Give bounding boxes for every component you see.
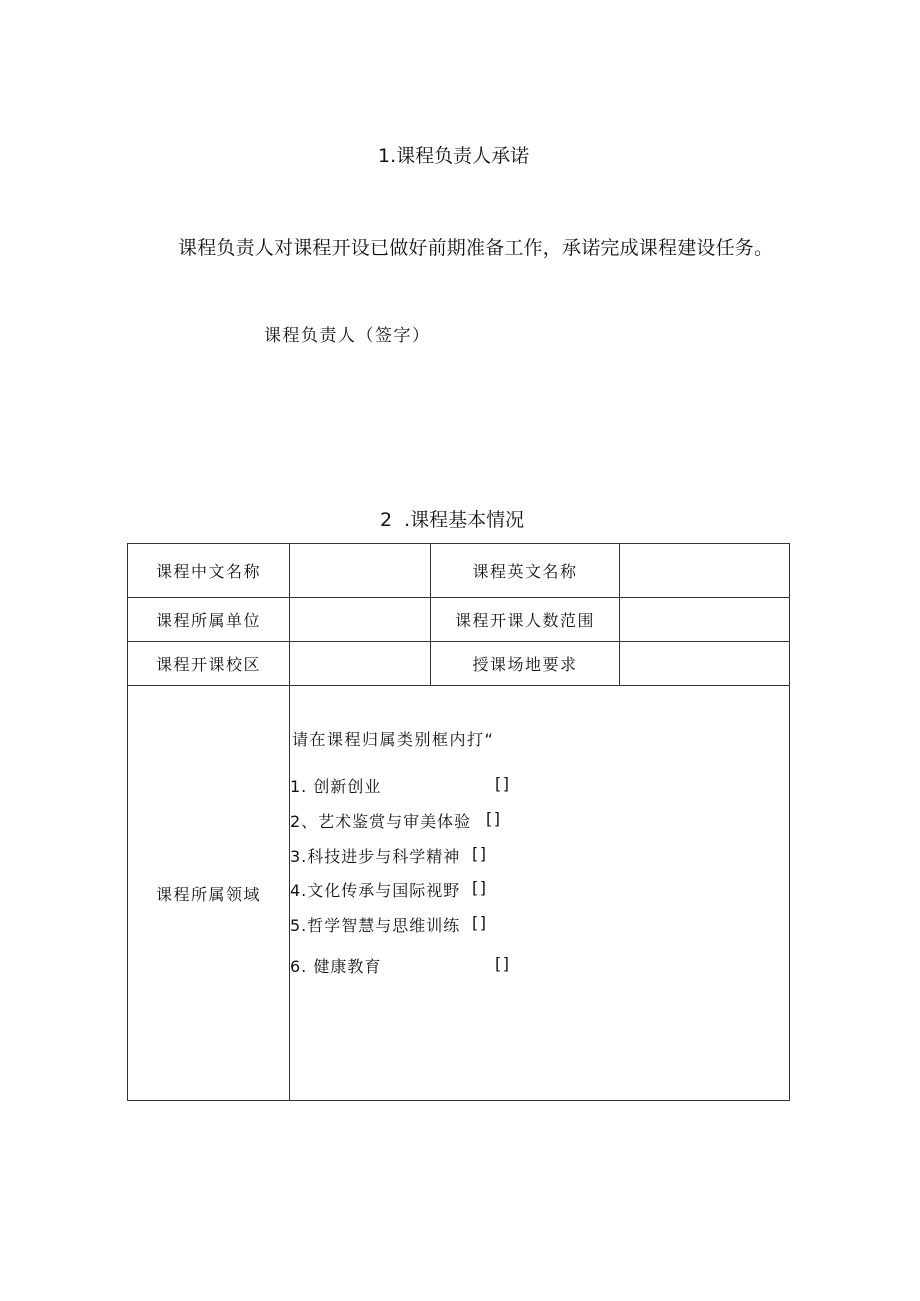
domain-option-label: 4.文化传承与国际视野	[290, 881, 461, 900]
enrollment-range-field[interactable]	[620, 598, 790, 642]
domain-option-checkbox[interactable]: []	[495, 774, 511, 793]
domain-option-checkbox[interactable]: []	[472, 844, 488, 863]
section2-title-number: 2	[380, 509, 393, 531]
domain-instruction: 请在课程归属类别框内打“	[292, 730, 495, 749]
domain-option-label: 6. 健康教育	[290, 957, 382, 976]
section1-title	[378, 141, 529, 168]
course-unit-field[interactable]	[290, 598, 431, 642]
campus-label: 课程开课校区	[128, 642, 290, 686]
table-row	[128, 598, 790, 642]
course-chinese-name-field[interactable]	[290, 544, 431, 598]
venue-requirement-label: 授课场地要求	[431, 642, 620, 686]
course-english-name-field[interactable]	[620, 544, 790, 598]
domain-option-checkbox[interactable]: []	[472, 878, 488, 897]
course-domain-label: 课程所属领域	[128, 686, 290, 1101]
domain-option-checkbox[interactable]: []	[495, 954, 511, 973]
course-english-name-label: 课程英文名称	[431, 544, 620, 598]
section1-title-text: 课程负责人承诺	[396, 145, 530, 167]
section2-title-text: .课程基本情况	[404, 509, 525, 531]
domain-option-label: 5.哲学智慧与思维训练	[290, 916, 461, 935]
course-chinese-name-label: 课程中文名称	[128, 544, 290, 598]
course-info-table	[127, 543, 790, 1101]
section1-title-number: 1.	[378, 145, 397, 167]
table-row	[128, 686, 790, 1101]
signature-label: 课程负责人（签字）	[264, 326, 431, 346]
commitment-statement: 课程负责人对课程开设已做好前期准备工作，承诺完成课程建设任务。	[178, 237, 774, 259]
venue-requirement-field[interactable]	[620, 642, 790, 686]
course-unit-label: 课程所属单位	[128, 598, 290, 642]
domain-option-checkbox[interactable]: []	[486, 809, 502, 828]
domain-option-checkbox[interactable]: []	[472, 913, 488, 932]
table-row	[128, 544, 790, 598]
domain-option-label: 3.科技进步与科学精神	[290, 847, 461, 866]
campus-field[interactable]	[290, 642, 431, 686]
domain-option-label: 1. 创新创业	[290, 777, 382, 796]
enrollment-range-label: 课程开课人数范围	[431, 598, 620, 642]
table-row	[128, 642, 790, 686]
domain-option-label: 2、艺术鉴赏与审美体验	[290, 812, 472, 831]
section2-title	[380, 505, 524, 532]
course-domain-options	[290, 686, 790, 1101]
